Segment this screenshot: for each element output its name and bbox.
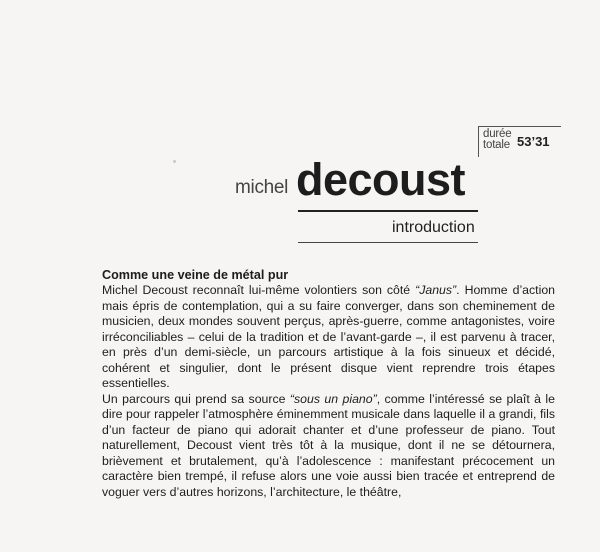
p2-italic-sous-un-piano: “sous un piano” xyxy=(289,391,377,406)
article-heading: Comme une veine de métal pur xyxy=(102,268,289,282)
section-label: introduction xyxy=(392,219,475,236)
composer-first-name: michel xyxy=(235,177,289,198)
article-paragraph-1 xyxy=(102,283,555,392)
duration-value: 53’31 xyxy=(517,134,550,149)
title-underline xyxy=(298,210,478,212)
p1-italic-janus: “Janus” xyxy=(415,283,457,297)
composer-last-name: decoust xyxy=(296,154,466,205)
article-paragraph-2 xyxy=(102,392,555,501)
p1-text-end: . Homme d’action mais épris de contemplation, qui a su faire converger, dans son cheminement de musicien, deux mondes souvent perçus, après-guerre, comme antagonistes, voire irréconciliables – celui de la tradition et de l’avant-garde –, il est parvenu à tracer, en près d’un demi-siècle, un parcours artistique à la fois sinueux et décidé, cohérent et singulier, dont le présent disque vient reprendre trois étapes essentielles. xyxy=(102,283,555,390)
duration-label-line1: durée xyxy=(483,128,512,140)
article-body xyxy=(102,268,555,500)
duration-label-line2: totale xyxy=(483,139,510,151)
duration-label xyxy=(483,129,511,151)
scan-speck xyxy=(173,160,176,163)
p2-text-end: , comme l’intéressé se plaît à le dire pour rappeler l’atmosphère éminemment musicale dans laquelle il a grandi, fils d’un facteur de piano qui adorait chanter et d’une professeur de piano. Tout naturellement, Decoust vient très tôt à la musique, dont il ne se détournera, brièvement et brutalement, qu’à l’adolescence : manifestant précocement un caractère bien trempé, il refuse alors une voie aussi bien tracée et entreprend de voguer vers d’autres horizons, l’architecture, le théâtre, xyxy=(102,391,556,499)
duration-box xyxy=(478,126,561,157)
p1-text-start: Michel Decoust reconnaît lui-même volontiers son côté xyxy=(102,283,416,297)
section-underline xyxy=(298,242,478,243)
p2-text-start: Un parcours qui prend sa source xyxy=(102,391,290,406)
